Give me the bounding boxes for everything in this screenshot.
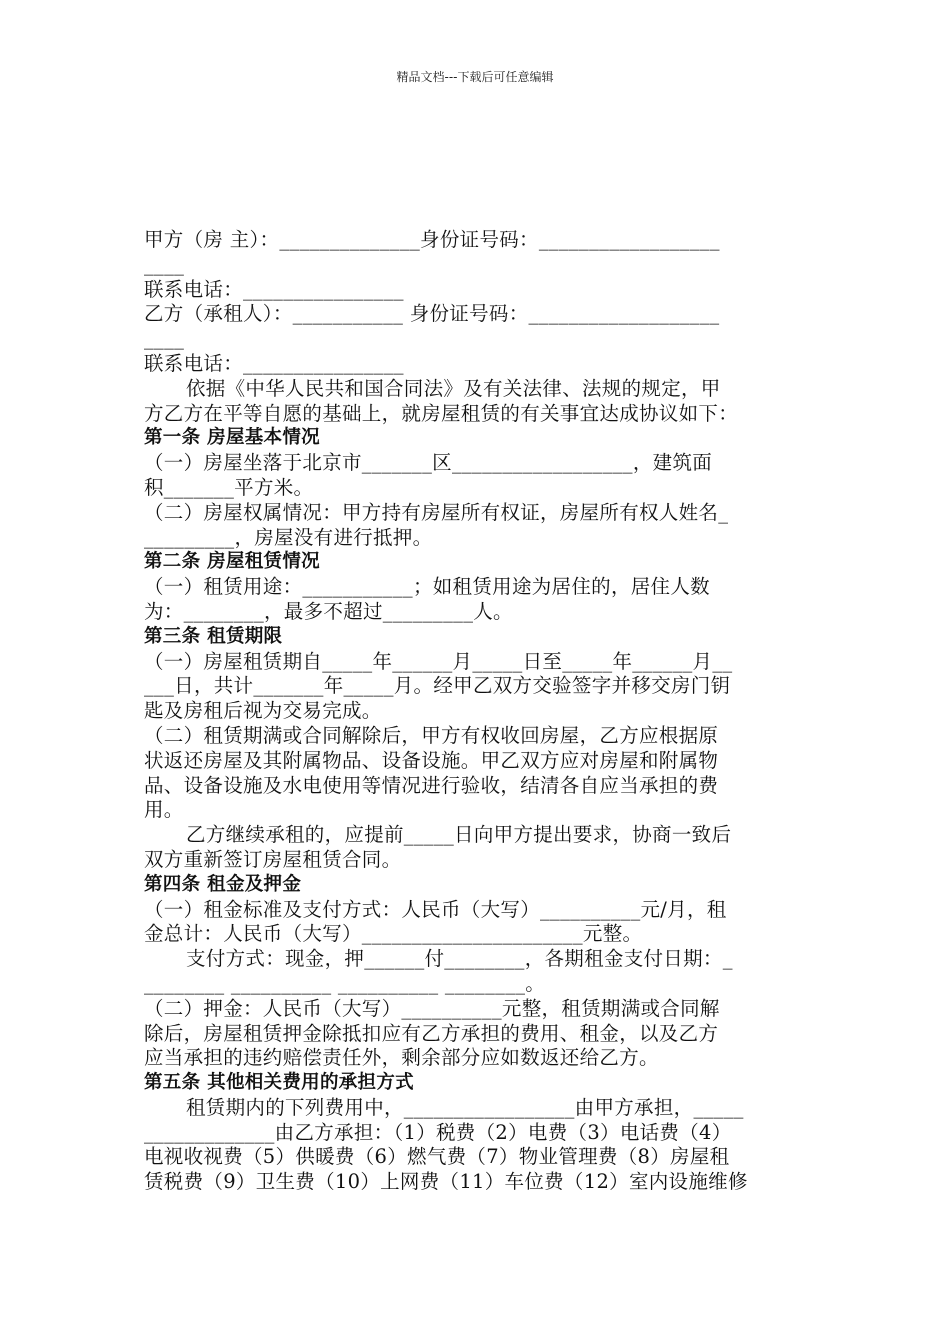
paragraph-line: 租赁期内的下列费用中，_________________由甲方承担，_____	[186, 1095, 744, 1119]
paragraph-line: 应当承担的违约赔偿责任外，剩余部分应如数返还给乙方。	[144, 1046, 659, 1070]
section-heading: 第四条 租金及押金	[144, 873, 302, 895]
paragraph-line: 除后，房屋租赁押金除抵扣应有乙方承担的费用、租金，以及乙方	[144, 1021, 719, 1045]
paragraph-line: 品、设备设施及水电使用等情况进行验收，结清各自应当承担的费	[144, 773, 719, 797]
paragraph-line: （一）房屋坐落于北京市_______区__________________，建筑面	[144, 451, 713, 475]
paragraph-line: 状返还房屋及其附属物品、设备设施。甲乙双方应对房屋和附属物	[144, 748, 719, 772]
paragraph-line: 用。	[144, 798, 184, 822]
paragraph-line: 乙方（承租人）：___________ 身份证号码：___________________	[144, 302, 720, 326]
paragraph-line: 方乙方在平等自愿的基础上，就房屋租赁的有关事宜达成协议如下：	[144, 401, 739, 425]
paragraph-line: ________ __________ __________ ________。	[144, 971, 546, 995]
section-heading: 第一条 房屋基本情况	[144, 427, 320, 449]
paragraph-line: 甲方（房 主）：______________身份证号码：__________________	[144, 228, 720, 251]
paragraph-line: （二）押金：人民币（大写）__________元整，租赁期满或合同解	[144, 996, 720, 1020]
section-heading: 第二条 房屋租赁情况	[144, 551, 320, 573]
paragraph-line: 支付方式：现金，押______付________，各期租金支付日期：_	[186, 947, 733, 971]
section-heading: 第三条 租赁期限	[144, 625, 283, 647]
paragraph-line: 双方重新签订房屋租赁合同。	[144, 847, 402, 871]
paragraph-line: 联系电话：________________	[144, 277, 404, 301]
page-header: 精品文档---下载后可任意编辑	[396, 70, 554, 84]
paragraph-line: （一）租赁用途：___________；如租赁用途为居住的，居住人数	[144, 575, 710, 599]
paragraph-line: 赁税费（9）卫生费（10）上网费（11）车位费（12）室内设施维修	[144, 1170, 748, 1194]
paragraph-line: ____	[144, 327, 185, 351]
paragraph-line: 依据《中华人民共和国合同法》及有关法律、法规的规定，甲	[186, 376, 721, 400]
paragraph-line: ____	[144, 252, 185, 276]
paragraph-line: 匙及房租后视为交易完成。	[144, 699, 382, 723]
section-heading: 第五条 其他相关费用的承担方式	[144, 1072, 414, 1094]
paragraph-line: 积_______平方米。	[144, 475, 314, 499]
paragraph-line: （二）租赁期满或合同解除后，甲方有权收回房屋，乙方应根据原	[144, 723, 719, 747]
paragraph-line: 为：________，最多不超过_________人。	[144, 599, 513, 623]
paragraph-line: 金总计：人民币（大写）______________________元整。	[144, 922, 643, 946]
paragraph-line: ___日，共计_______年_____月。经甲乙双方交验签字并移交房门钥	[144, 674, 731, 698]
paragraph-line: （一）房屋租赁期自_____年______月_____日至_____年______月__	[144, 649, 733, 673]
paragraph-line: （二）房屋权属情况：甲方持有房屋所有权证，房屋所有权人姓名_	[144, 500, 729, 524]
paragraph-line: （一）租金标准及支付方式：人民币（大写）__________元/月，租	[144, 897, 727, 921]
paragraph-line: 乙方继续承租的，应提前_____日向甲方提出要求，协商一致后	[186, 823, 732, 847]
paragraph-line: _________，房屋没有进行抵押。	[144, 525, 433, 549]
paragraph-line: _____________由乙方承担：（1）税费（2）电费（3）电话费（4）	[144, 1120, 732, 1144]
paragraph-line: 电视收视费（5）供暖费（6）燃气费（7）物业管理费（8）房屋租	[144, 1145, 730, 1169]
contract-body	[144, 228, 808, 1195]
paragraph-line: 联系电话：________________	[144, 351, 404, 375]
